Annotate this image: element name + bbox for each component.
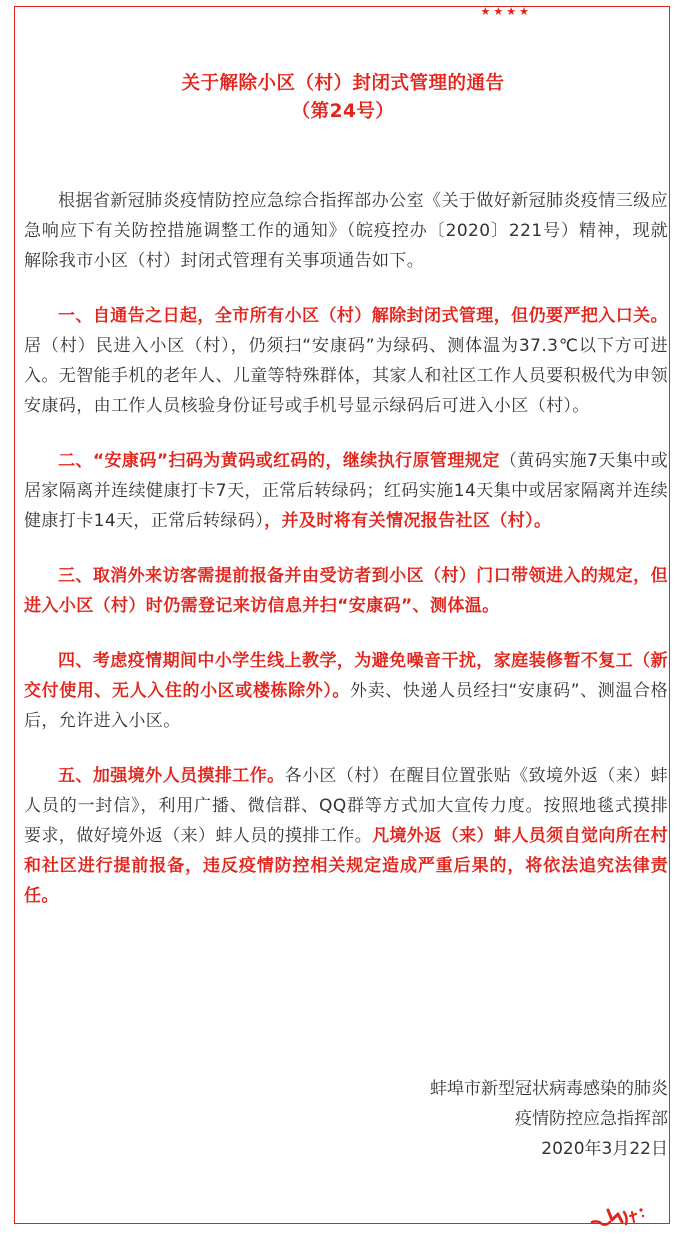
item-5-highlight: 五、加强境外人员摸排工作。 xyxy=(58,766,285,786)
item-paragraph-4 xyxy=(24,646,668,736)
title-number: （第24号） xyxy=(291,101,395,122)
item-3-highlight: 三、取消外来访客需提前报备并由受访者到小区（村）门口带领进入的规定，但进入小区（村）时仍需登记来访信息并扫“安康码”、测体温。 xyxy=(24,566,668,616)
intro-paragraph: 根据省新冠肺炎疫情防控应急综合指挥部办公室《关于做好新冠肺炎疫情三级应急响应下有关防控措施调整工作的通知》（皖疫控办〔2020〕221号）精神，现就解除我市小区（村）封闭式管理有关事项通告如下。 xyxy=(24,191,668,271)
notice-title xyxy=(0,70,686,126)
item-paragraph-1 xyxy=(24,301,668,421)
signature-block xyxy=(430,1074,668,1164)
item-2-highlight: 二、“安康码”扫码为黄码或红码的，继续执行原管理规定 xyxy=(58,451,500,471)
item-paragraph-5 xyxy=(24,761,668,911)
item-paragraph-2 xyxy=(24,446,668,536)
star-icon: ★ xyxy=(493,5,504,18)
item-2-text: （黄码实施7天集中或居家隔离并连续健康打卡7天，正常后转绿码；红码实施14天集中或居家隔离并连续健康打卡14天，正常后转绿码） xyxy=(24,451,668,531)
notice-body xyxy=(24,186,668,936)
signature-org-line1: 蚌埠市新型冠状病毒感染的肺炎 xyxy=(430,1079,668,1099)
item-1-text: 居（村）民进入小区（村），仍须扫“安康码”为绿码、测体温为37.3℃以下方可进入。无智能手机的老年人、儿童等特殊群体，其家人和社区工作人员要积极代为申领安康码，由工作人员核验身份证号或手机号显示绿码后可进入小区（村）。 xyxy=(24,336,668,416)
signature-date: 2020年3月22日 xyxy=(541,1139,668,1159)
star-icon: ★ xyxy=(506,5,517,18)
star-icon: ★ xyxy=(519,5,529,18)
star-icon: ★ xyxy=(480,5,491,18)
item-paragraph-3 xyxy=(24,561,668,621)
calligraphy-ornament-icon xyxy=(588,1202,648,1228)
signature-org-line2: 疫情防控应急指挥部 xyxy=(515,1109,668,1129)
item-2-highlight-end: ，并及时将有关情况报告社区（村）。 xyxy=(264,511,552,531)
title-main: 关于解除小区（村）封闭式管理的通告 xyxy=(181,73,505,94)
item-5-highlight-end: 凡境外返（来）蚌人员须自觉向所在村和社区进行提前报备，违反疫情防控相关规定造成严重后果的，将依法追究法律责任。 xyxy=(24,826,668,906)
item-4-highlight: 四、考虑疫情期间中小学生线上教学，为避免噪音干扰，家庭装修暂不复工（新交付使用、无人入住的小区或楼栋除外）。 xyxy=(24,651,668,701)
item-5-text: 各小区（村）在醒目位置张贴《致境外返（来）蚌人员的一封信》，利用广播、微信群、QQ群等方式加大宣传力度。按照地毯式摸排要求，做好境外返（来）蚌人员的摸排工作。 xyxy=(24,766,668,846)
decorative-stars xyxy=(481,6,530,17)
item-4-text: 外卖、快递人员经扫“安康码”、测温合格后，允许进入小区。 xyxy=(24,681,668,731)
item-1-highlight: 一、自通告之日起，全市所有小区（村）解除封闭式管理，但仍要严把入口关。 xyxy=(58,306,668,326)
